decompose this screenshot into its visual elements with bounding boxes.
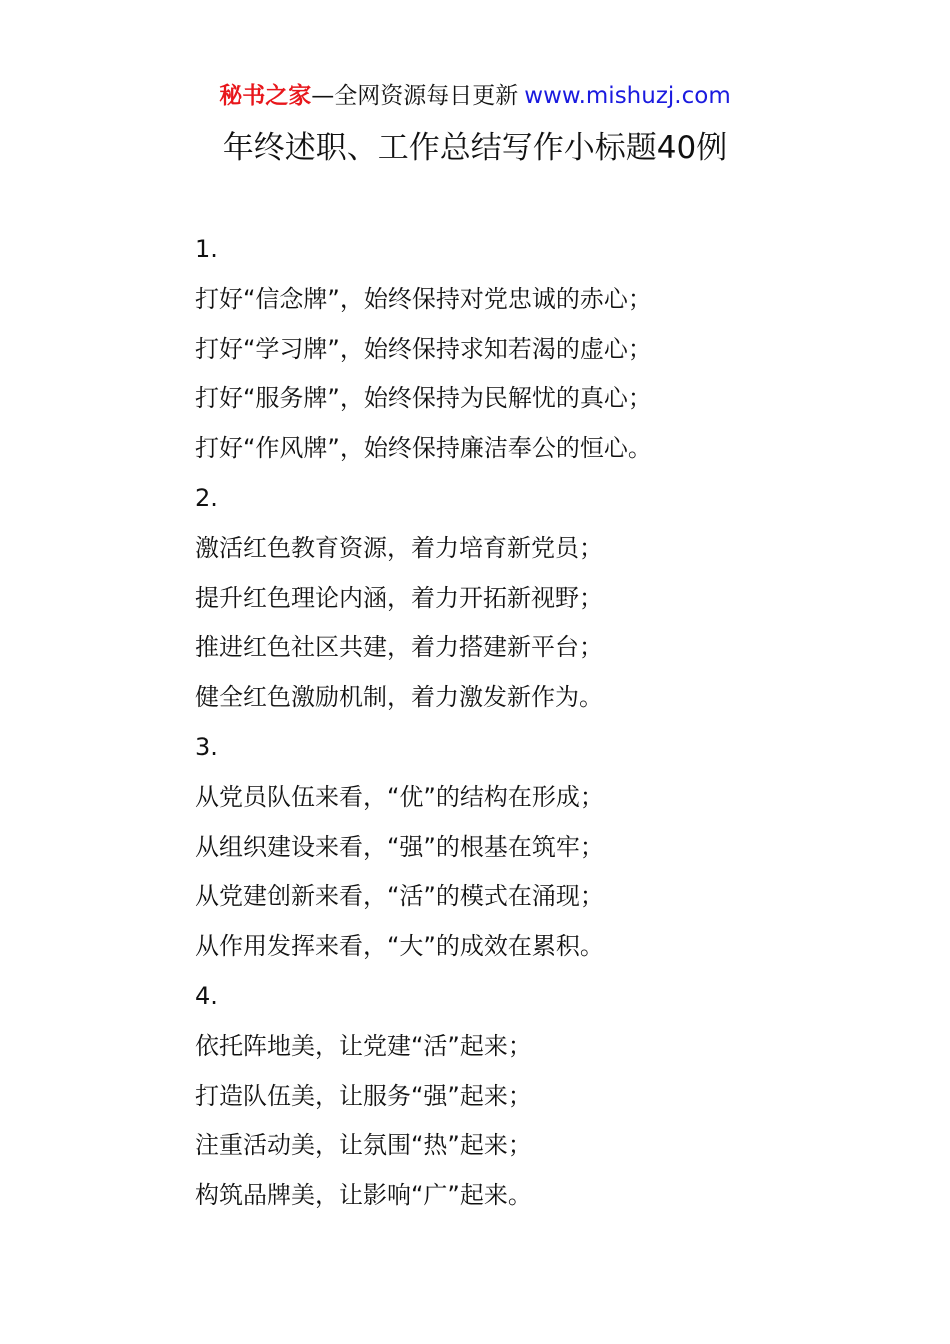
- body-line: 推进红色社区共建，着力搭建新平台；: [195, 633, 603, 662]
- body-line: 打好“信念牌”，始终保持对党忠诚的赤心；: [195, 284, 652, 313]
- body-line: 打造队伍美，让服务“强”起来；: [195, 1081, 532, 1110]
- section-number: 1.: [195, 235, 218, 263]
- body-line: 打好“服务牌”，始终保持为民解忧的真心；: [195, 384, 652, 413]
- body-line: 构筑品牌美，让影响“广”起来。: [195, 1181, 532, 1210]
- body-line: 从组织建设来看，“强”的根基在筑牢；: [195, 832, 604, 861]
- body-line: 注重活动美，让氛围“热”起来；: [195, 1131, 532, 1160]
- section-number: 3.: [195, 732, 218, 761]
- body-line: 打好“学习牌”，始终保持求知若渴的虚心；: [195, 334, 652, 363]
- body-line: 提升红色理论内涵，着力开拓新视野；: [195, 583, 603, 612]
- document-body: [195, 225, 895, 1221]
- body-line: 从党员队伍来看，“优”的结构在形成；: [195, 782, 604, 811]
- body-line: 健全红色激励机制，着力激发新作为。: [195, 683, 603, 712]
- brand-name: 秘书之家: [219, 83, 312, 109]
- body-line: 打好“作风牌”，始终保持廉洁奉公的恒心。: [195, 434, 652, 463]
- section-number: 4.: [195, 981, 218, 1010]
- header-tagline: —全网资源每日更新: [311, 83, 519, 109]
- body-line: 从作用发挥来看，“大”的成效在累积。: [195, 932, 604, 961]
- site-header: [0, 80, 950, 112]
- section-number: 2.: [195, 483, 218, 512]
- body-line: 激活红色教育资源，着力培育新党员；: [195, 533, 603, 562]
- site-url-link[interactable]: www.mishuzj.com: [524, 83, 731, 109]
- body-line: 从党建创新来看，“活”的模式在涌现；: [195, 882, 604, 911]
- body-line: 依托阵地美，让党建“活”起来；: [195, 1031, 532, 1060]
- document-title: 年终述职、工作总结写作小标题40例: [222, 130, 728, 166]
